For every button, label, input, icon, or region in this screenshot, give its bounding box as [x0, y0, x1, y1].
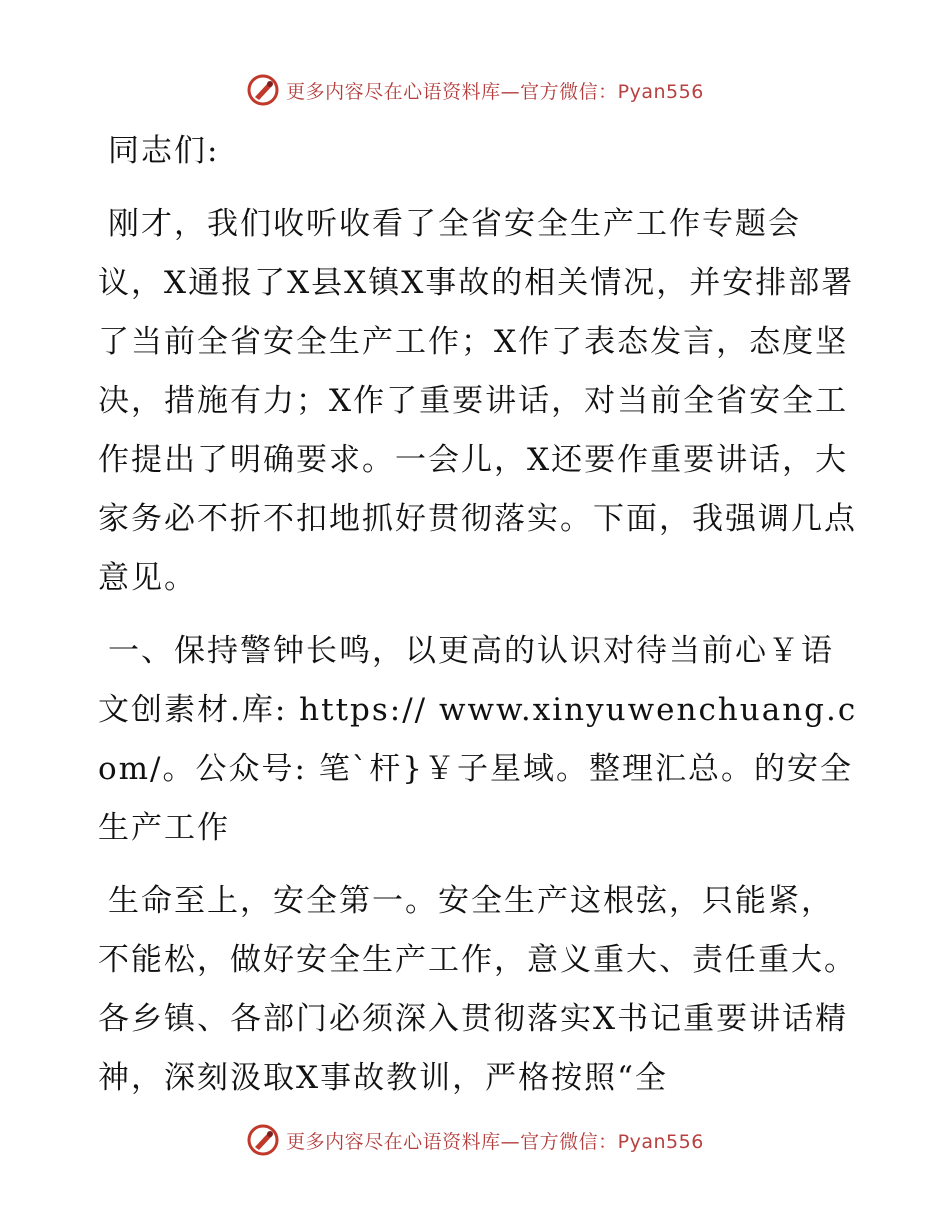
body-paragraph: 生命至上，安全第一。安全生产这根弦，只能紧，不能松，做好安全生产工作，意义重大、责任重大。各乡镇、各部门必须深入贯彻落实X书记重要讲话精神，深刻汲取X事故教训，严格按照“全: [98, 883, 857, 1096]
watermark-handle: Pyan556: [617, 1130, 704, 1153]
watermark-handle: Pyan556: [617, 80, 704, 103]
brand-logo-icon: [246, 1123, 280, 1157]
opening-paragraph: 刚才，我们收听收看了全省安全生产工作专题会议，X通报了X县X镇X事故的相关情况，并安排部署了当前全省安全生产工作；X作了表态发言，态度坚决，措施有力；X作了重要讲话，对当前全省安全工作提出了明确要求。一会儿，X还要作重要讲话，大家务必不折不扣地抓好贯彻落实。下面，我强调几点意见。: [98, 206, 857, 596]
section-heading-1: 一、保持警钟长鸣，以更高的认识对待当前心￥语文创素材.库: https:// www.xinyuwenchuang.com/。公众号: 笔`杆}￥子星域。整理汇总。的安全生产工作: [98, 633, 858, 846]
watermark-text: 更多内容尽在心语资料库—官方微信：Pyan556: [286, 1130, 704, 1153]
watermark-banner-bottom: [0, 1120, 950, 1160]
salutation: 同志们:: [108, 133, 220, 169]
watermark-text: 更多内容尽在心语资料库—官方微信：Pyan556: [286, 80, 704, 103]
watermark-banner-top: [0, 70, 950, 110]
brand-logo-icon: [246, 73, 280, 107]
document-body: [98, 122, 858, 1122]
